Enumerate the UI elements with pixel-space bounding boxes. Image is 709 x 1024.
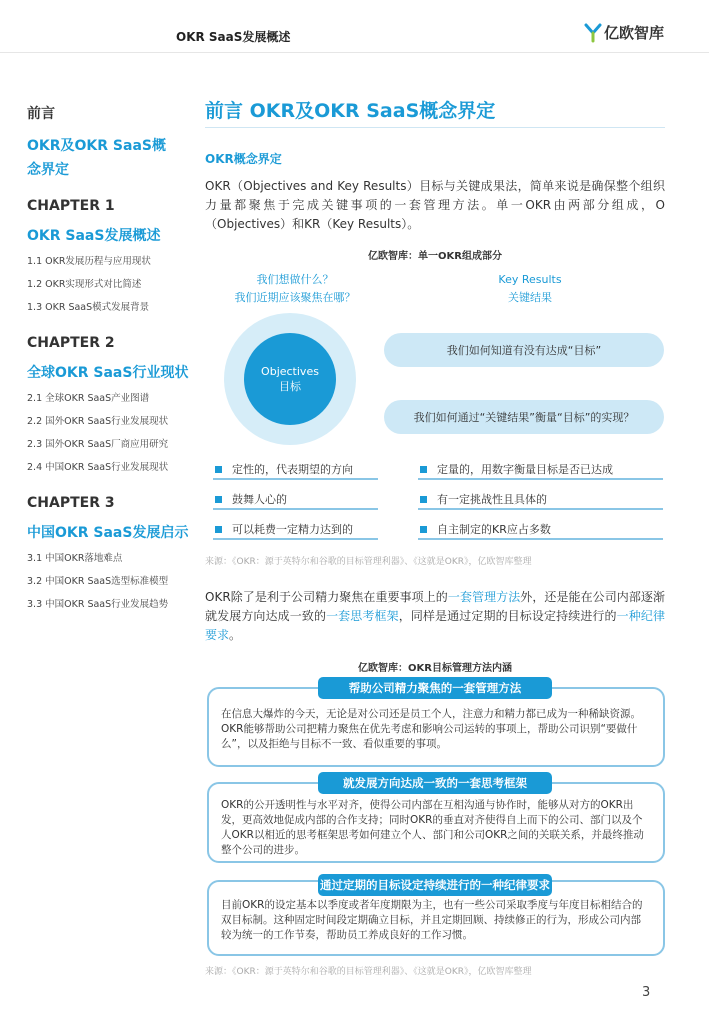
item-underline	[213, 478, 378, 480]
objectives-circle-cn: 目标	[279, 380, 301, 393]
figure2-source: 来源：《OKR：源于英特尔和谷歌的目标管理利器》、《这就是OKR》，亿欧智库整理	[205, 967, 532, 977]
para-highlight: 一种纪律要求	[205, 609, 665, 642]
section-title: OKR概念界定	[205, 152, 282, 166]
trait-text: 鼓舞人心的	[232, 493, 287, 506]
toc-preface-head[interactable]: OKR及OKR SaaS概念界定	[27, 138, 166, 178]
square-bullet-icon	[420, 526, 427, 533]
concept-box-tag: 帮助公司精力聚焦的一套管理方法	[318, 677, 552, 699]
trait-text: 自主制定的KR应占多数	[437, 523, 551, 536]
objectives-question: 我们近期应该聚焦在哪？	[234, 291, 356, 304]
key-result-pill: 我们如何通过“关键结果”衡量“目标”的实现？	[384, 400, 664, 434]
para-highlight: 一套管理方法	[447, 590, 521, 604]
toc-item[interactable]: 2.4 中国OKR SaaS行业发展现状	[27, 462, 169, 473]
square-bullet-icon	[420, 466, 427, 473]
objectives-circle-en: Objectives	[261, 365, 319, 378]
toc-title: 前言	[27, 106, 55, 122]
toc-item[interactable]: 3.3 中国OKR SaaS行业发展趋势	[27, 599, 169, 610]
sidebar-toc	[27, 104, 197, 616]
logo-icon	[584, 23, 602, 43]
item-underline	[213, 508, 378, 510]
toc-item[interactable]: 1.1 OKR发展历程与应用现状	[27, 256, 151, 267]
square-bullet-icon	[420, 496, 427, 503]
key-results-en: Key Results	[498, 273, 562, 286]
toc-chapter-head[interactable]: 全球OKR SaaS行业现状	[27, 365, 189, 381]
list-item	[213, 514, 378, 544]
list-item	[213, 484, 378, 514]
toc-item[interactable]: 2.2 国外OKR SaaS行业发展现状	[27, 416, 169, 427]
trait-text: 可以耗费一定精力达到的	[232, 523, 353, 536]
trait-text: 定量的，用数字衡量目标是否已达成	[437, 463, 613, 476]
item-underline	[418, 538, 663, 540]
objectives-question: 我们想做什么？	[256, 273, 334, 286]
toc-chapter-label: CHAPTER 2	[27, 335, 115, 351]
key-results-label	[460, 271, 600, 307]
concept-box-text: 在信息大爆炸的今天，无论是对公司还是员工个人，注意力和精力都已成为一种稀缺资源。OKR能够帮助公司把精力聚焦在优先考虑和影响公司运转的事项上，帮助公司识别“要做什么”，以及拒绝与目标不一致、看似重要的事项。	[221, 708, 641, 750]
toc-item[interactable]: 2.3 国外OKR SaaS厂商应用研究	[27, 439, 169, 450]
concept-box-tag: 就发展方向达成一致的一套思考框架	[318, 772, 552, 794]
toc-chapter-label: CHAPTER 1	[27, 198, 115, 214]
objectives-circle	[244, 333, 336, 425]
toc-chapter-label: CHAPTER 3	[27, 495, 115, 511]
square-bullet-icon	[215, 466, 222, 473]
item-underline	[418, 508, 663, 510]
page-number: 3	[642, 985, 651, 1000]
concept-box-text: OKR的公开透明性与水平对齐，使得公司内部在互相沟通与协作时，能够从对方的OKR出发，更高效地促成内部的合作支持；同时OKR的垂直对齐使得自上而下的公司、部门以及个人OKR以相近的思考框架思考如何建立个人、部门和公司OKR之间的关联关系，并最终推动整个公司的进步。	[221, 799, 644, 856]
key-results-cn: 关键结果	[508, 291, 552, 304]
header-divider	[0, 52, 709, 53]
toc-item[interactable]: 2.1 全球OKR SaaS产业图谱	[27, 393, 150, 404]
para-highlight: 一套思考框架	[326, 609, 399, 623]
concept-box	[207, 687, 665, 767]
intro-paragraph: OKR（Objectives and Key Results）目标与关键成果法，简单来说是确保整个组织力量都聚焦于完成关键事项的一套管理方法。单一OKR由两部分组成，O（Objectives）和KR（Key Results）。	[205, 179, 665, 231]
square-bullet-icon	[215, 526, 222, 533]
toc-chapter-head[interactable]: OKR SaaS发展概述	[27, 228, 161, 244]
list-item	[418, 454, 663, 484]
concept-box	[207, 782, 665, 863]
para-text: OKR除了是利于公司精力聚焦在重要事项上的	[205, 590, 448, 604]
logo-text: 亿欧智库	[604, 24, 665, 42]
item-underline	[213, 538, 378, 540]
key-result-pill: 我们如何知道有没有达成“目标”	[384, 333, 664, 367]
body-paragraph	[205, 588, 665, 645]
key-results-traits-list	[418, 454, 663, 544]
trait-text: 定性的，代表期望的方向	[232, 463, 353, 476]
square-bullet-icon	[215, 496, 222, 503]
figure1-source: 来源：《OKR：源于英特尔和谷歌的目标管理利器》、《这就是OKR》，亿欧智库整理	[205, 557, 532, 567]
page-title: 前言 OKR及OKR SaaS概念界定	[205, 100, 496, 122]
figure1-caption: 亿欧智库：单一OKR组成部分	[368, 251, 502, 262]
list-item	[418, 514, 663, 544]
logo	[584, 22, 664, 43]
trait-text: 有一定挑战性且具体的	[437, 493, 547, 506]
para-text: ，同样是通过定期的目标设定持续进行的	[398, 609, 617, 623]
objectives-traits-list	[213, 454, 378, 544]
item-underline	[418, 478, 663, 480]
toc-item[interactable]: 3.2 中国OKR SaaS选型标准模型	[27, 576, 169, 587]
para-text: 外，还是能在公司内部逐渐就发展方向达成一致的	[205, 590, 665, 623]
concept-box-tag: 通过定期的目标设定持续进行的一种纪律要求	[318, 874, 552, 896]
list-item	[213, 454, 378, 484]
header-title: OKR SaaS发展概述	[176, 30, 291, 44]
list-item	[418, 484, 663, 514]
toc-item[interactable]: 3.1 中国OKR落地难点	[27, 553, 123, 564]
toc-item[interactable]: 1.3 OKR SaaS模式发展背景	[27, 302, 150, 313]
objectives-questions	[220, 271, 370, 307]
concept-box-text: 目前OKR的设定基本以季度或者年度期限为主，也有一些公司采取季度与年度目标相结合的双目标制。这种固定时间段定期确立目标，并且定期回顾、持续修正的行为，形成公司内部较为统一的工作节奏，帮助员工养成良好的工作习惯。	[221, 899, 643, 941]
title-divider	[205, 127, 665, 128]
toc-chapter-head[interactable]: 中国OKR SaaS发展启示	[27, 525, 189, 541]
figure2-caption: 亿欧智库：OKR目标管理方法内涵	[358, 663, 512, 674]
para-text: 。	[229, 628, 242, 642]
toc-item[interactable]: 1.2 OKR实现形式对比简述	[27, 279, 142, 290]
